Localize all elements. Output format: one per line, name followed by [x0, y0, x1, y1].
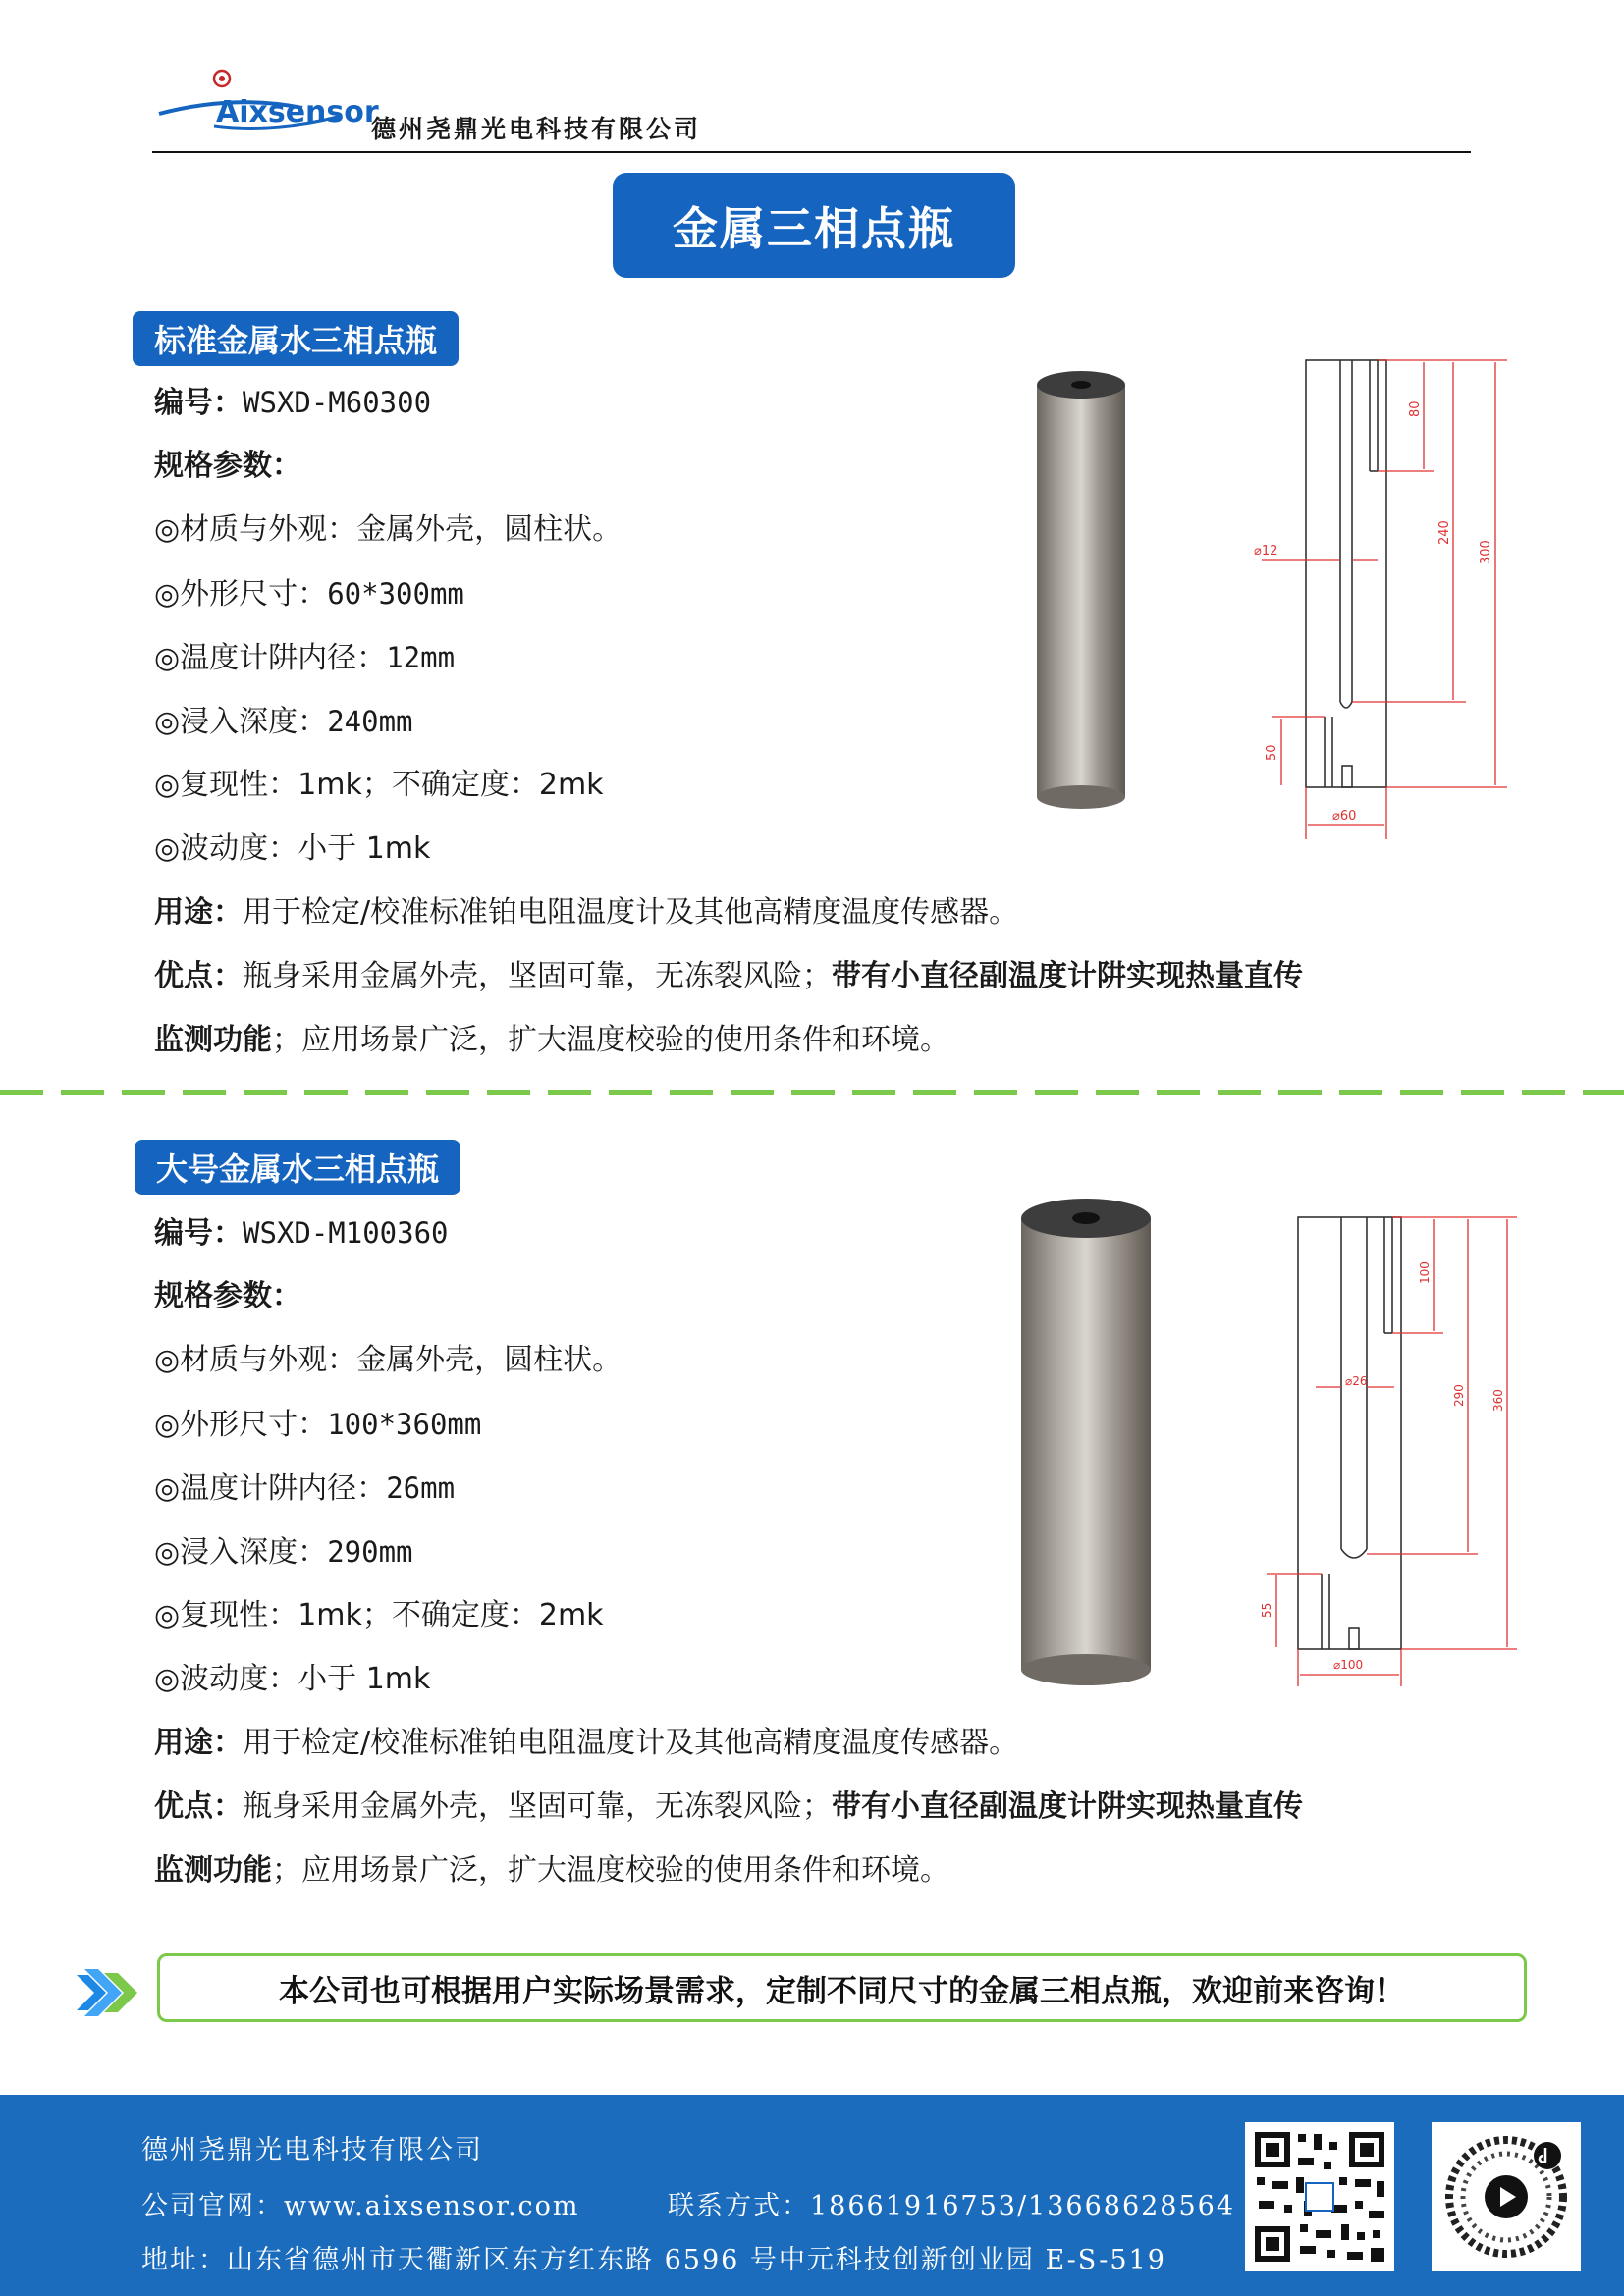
product-1-advantage-cont: 监测功能；应用场景广泛，扩大温度校验的使用条件和环境。 — [154, 1023, 949, 1057]
douyin-qr-icon[interactable] — [1432, 2122, 1581, 2271]
custom-order-banner: 本公司也可根据用户实际场景需求，定制不同尺寸的金属三相点瓶，欢迎前来咨询！ — [157, 1953, 1527, 2022]
p1-dim-width: ⌀60 — [1332, 809, 1357, 824]
product-2-code: 编号：WSXD-M100360 — [154, 1216, 449, 1251]
p1-dim-bore: ⌀12 — [1254, 544, 1278, 559]
logo-letter-a: Aixsensor — [216, 95, 379, 130]
product-2-tag: 大号金属水三相点瓶 — [135, 1140, 460, 1195]
product-1-technical-drawing — [1242, 348, 1517, 844]
p1-dim-bottom: 50 — [1265, 744, 1279, 761]
footer-address: 地址：山东省德州市天衢新区东方红东路 6596 号中元科技创新创业园 E-S-519 — [141, 2245, 1166, 2275]
product-2-photo — [1017, 1193, 1155, 1693]
p2-dim-bottom: 55 — [1260, 1602, 1273, 1618]
footer-website[interactable]: 公司官网：www.aixsensor.com — [141, 2191, 580, 2221]
header-divider — [152, 151, 1471, 153]
product-1-spec-size: ◎外形尺寸：60*300mm — [154, 577, 464, 612]
product-2-spec-repeat: ◎复现性：1mk；不确定度：2mk — [154, 1598, 604, 1632]
product-2-spec-size: ◎外形尺寸：100*360mm — [154, 1408, 482, 1442]
p2-dim-top: 100 — [1418, 1261, 1432, 1284]
double-arrow-icon — [75, 1955, 149, 2030]
product-1-spec-bore: ◎温度计阱内径：12mm — [154, 641, 456, 675]
p1-dim-mid: 240 — [1437, 520, 1452, 545]
product-1-spec-fluct: ◎波动度：小于 1mk — [154, 831, 431, 866]
footer-contact: 联系方式：18661916753/13668628564 — [668, 2191, 1236, 2221]
product-1-spec-heading: 规格参数： — [154, 449, 301, 483]
page-title: 金属三相点瓶 — [613, 173, 1015, 278]
p2-dim-total: 360 — [1491, 1389, 1505, 1412]
p2-dim-bore: ⌀26 — [1345, 1374, 1368, 1388]
product-2-spec-depth: ◎浸入深度：290mm — [154, 1535, 413, 1570]
section-divider — [0, 1090, 1624, 1095]
product-1-use: 用途：用于检定/校准标准铂电阻温度计及其他高精度温度传感器。 — [154, 895, 1019, 930]
product-1-advantage: 优点：瓶身采用金属外壳，坚固可靠，无冻裂风险；带有小直径副温度计阱实现热量直传 — [154, 959, 1303, 993]
product-2-spec-bore: ◎温度计阱内径：26mm — [154, 1471, 456, 1506]
product-2-spec-heading: 规格参数： — [154, 1279, 301, 1313]
product-2-spec-material: ◎材质与外观：金属外壳，圆柱状。 — [154, 1343, 623, 1377]
product-2-spec-fluct: ◎波动度：小于 1mk — [154, 1662, 431, 1696]
qr-code-icon[interactable] — [1245, 2122, 1394, 2271]
p2-dim-width: ⌀100 — [1333, 1658, 1364, 1672]
footer-company: 德州尧鼎光电科技有限公司 — [141, 2135, 483, 2165]
product-1-spec-repeat: ◎复现性：1mk；不确定度：2mk — [154, 768, 604, 802]
p1-dim-top: 80 — [1408, 400, 1423, 417]
product-2-advantage-cont: 监测功能；应用场景广泛，扩大温度校验的使用条件和环境。 — [154, 1853, 949, 1888]
aixsensor-logo — [155, 65, 379, 143]
product-1-spec-depth: ◎浸入深度：240mm — [154, 705, 413, 739]
p2-dim-mid: 290 — [1452, 1384, 1466, 1407]
product-2-advantage: 优点：瓶身采用金属外壳，坚固可靠，无冻裂风险；带有小直径副温度计阱实现热量直传 — [154, 1789, 1303, 1824]
product-1-photo — [1033, 365, 1129, 817]
product-1-code: 编号：WSXD-M60300 — [154, 386, 432, 420]
product-2-use: 用途：用于检定/校准标准铂电阻温度计及其他高精度温度传感器。 — [154, 1726, 1019, 1760]
product-1-tag: 标准金属水三相点瓶 — [133, 311, 459, 366]
product-2-technical-drawing — [1247, 1205, 1522, 1686]
p1-dim-total: 300 — [1479, 540, 1493, 564]
company-header-name: 德州尧鼎光电科技有限公司 — [371, 115, 702, 143]
product-1-spec-material: ◎材质与外观：金属外壳，圆柱状。 — [154, 512, 623, 547]
